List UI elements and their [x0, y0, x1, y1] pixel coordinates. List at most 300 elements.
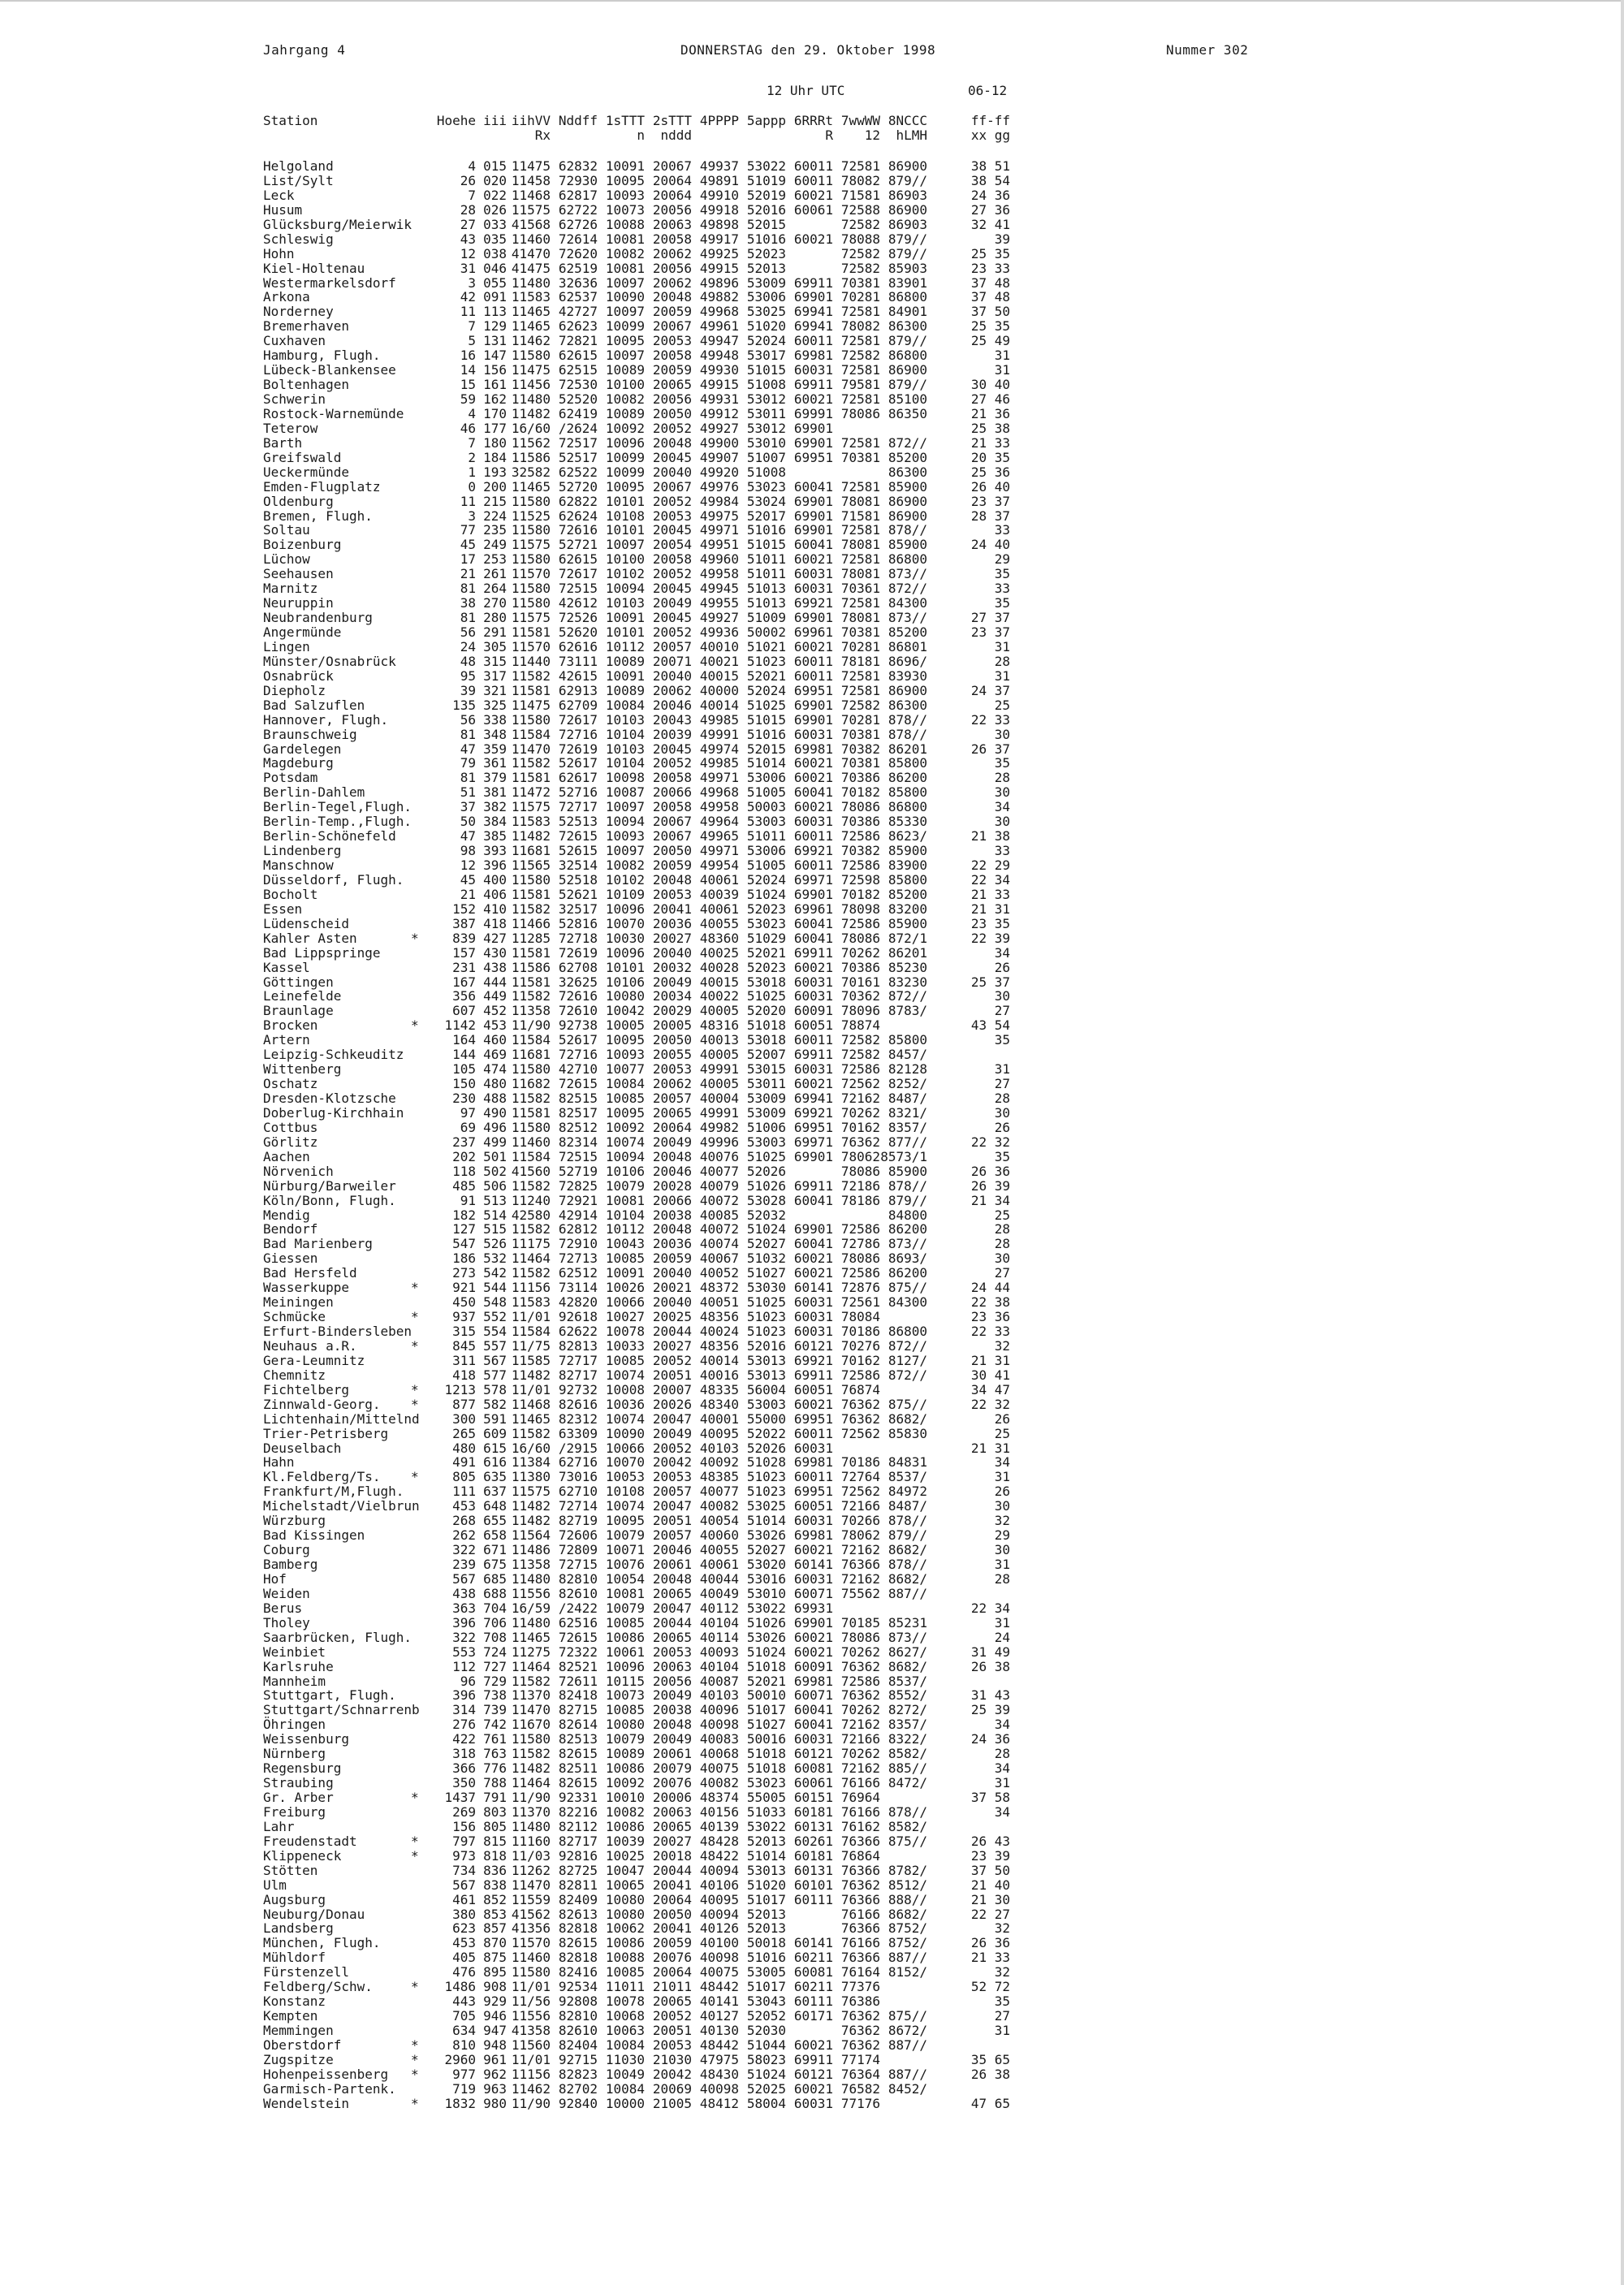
cell-8NCCC: 8452/ — [888, 2080, 927, 2097]
station-name: Lingen — [263, 638, 310, 654]
cell-2sTTT: 20040 — [652, 1265, 692, 1281]
cell-hoehe: 12 — [460, 245, 476, 261]
cell-5appp: 51023 — [746, 1484, 786, 1500]
cell-5appp: 58004 — [746, 2095, 786, 2111]
cell-1sTTT: 10084 — [605, 697, 645, 713]
cell-Nddff: 52620 — [558, 624, 598, 640]
cell-2sTTT: 20041 — [652, 901, 692, 917]
cell-8NCCC: 86300 — [888, 697, 927, 713]
cell-4PPPP: 40098 — [699, 2080, 739, 2097]
station-name: Hohenpeissenberg — [263, 2066, 389, 2082]
cell-5appp: 52016 — [746, 1337, 786, 1354]
cell-hoehe: 268 — [452, 1513, 476, 1529]
cell-7wwWW: 72582 — [840, 245, 880, 261]
cell-hoehe: 877 — [452, 1396, 476, 1412]
cell-7wwWW: 76166 — [840, 1803, 880, 1820]
cell-iii: 818 — [483, 1847, 507, 1864]
cell-iihVV: 11586 — [511, 449, 551, 465]
mountain-station-marker: * — [411, 1847, 419, 1864]
cell-8NCCC: 8682/ — [888, 1410, 927, 1427]
cell-8NCCC: 879// — [888, 231, 927, 247]
cell-4PPPP: 40085 — [699, 1207, 739, 1223]
cell-6RRRt: 60011 — [793, 667, 833, 684]
col-head-6RRRt: 6RRRt — [793, 113, 833, 128]
cell-1sTTT: 10086 — [605, 1818, 645, 1834]
cell-hoehe: 45 — [460, 871, 476, 888]
cell-7wwWW: 77176 — [840, 2095, 880, 2111]
mountain-station-marker: * — [411, 1790, 419, 1805]
cell-ffff: 23 37 — [970, 624, 1010, 640]
cell-iihVV: 11583 — [511, 289, 551, 305]
cell-8NCCC: 872// — [888, 988, 927, 1004]
cell-6RRRt: 60071 — [793, 1585, 833, 1601]
cell-Nddff: 42710 — [558, 1061, 598, 1078]
station-name: Lüchow — [263, 551, 310, 568]
mountain-station-marker: * — [411, 2066, 419, 2082]
cell-iii: 496 — [483, 1119, 507, 1135]
cell-7wwWW: 76366 — [840, 1920, 880, 1937]
cell-6RRRt: 60011 — [793, 172, 833, 188]
cell-7wwWW: 76366 — [840, 1950, 880, 1966]
cell-Nddff: 72619 — [558, 944, 598, 961]
cell-4PPPP: 48374 — [699, 1790, 739, 1805]
cell-2sTTT: 20057 — [652, 1484, 692, 1500]
station-name: Gera-Leumnitz — [263, 1352, 365, 1368]
station-name: Emden-Flugplatz — [263, 478, 381, 495]
cell-2sTTT: 20046 — [652, 1542, 692, 1558]
cell-2sTTT: 20062 — [652, 274, 692, 291]
cell-Nddff: 52513 — [558, 814, 598, 830]
station-name: Cuxhaven — [263, 333, 326, 349]
cell-hoehe: 186 — [452, 1250, 476, 1267]
cell-6RRRt: 60031 — [793, 1324, 833, 1339]
cell-hoehe: 135 — [452, 697, 476, 713]
cell-4PPPP: 40087 — [699, 1673, 739, 1689]
cell-Nddff: 73111 — [558, 653, 598, 669]
cell-iii: 427 — [483, 930, 507, 946]
cell-4PPPP: 40076 — [699, 1148, 739, 1164]
cell-Nddff: 62516 — [558, 1614, 598, 1631]
station-name: Berus — [263, 1600, 303, 1616]
cell-4PPPP: 40079 — [699, 1177, 739, 1194]
cell-6RRRt: 60171 — [793, 2008, 833, 2024]
cell-5appp: 53015 — [746, 1061, 786, 1078]
cell-Nddff: 72717 — [558, 1352, 598, 1368]
cell-ffff: 26 38 — [970, 2066, 1010, 2082]
cell-7wwWW: 72764 — [840, 1469, 880, 1485]
cell-4PPPP: 48442 — [699, 2037, 739, 2053]
cell-1sTTT: 10097 — [605, 274, 645, 291]
cell-8NCCC: 8783/ — [888, 1003, 927, 1019]
cell-ffff: 21 40 — [970, 1877, 1010, 1893]
cell-hoehe: 42 — [460, 289, 476, 305]
cell-hoehe: 56 — [460, 624, 476, 640]
cell-6RRRt: 60031 — [793, 362, 833, 378]
cell-6RRRt: 60021 — [793, 1076, 833, 1092]
cell-2sTTT: 20050 — [652, 843, 692, 859]
cell-2sTTT: 20053 — [652, 2037, 692, 2053]
cell-hoehe: 318 — [452, 1746, 476, 1762]
station-name: Osnabrück — [263, 667, 334, 684]
cell-iii: 761 — [483, 1731, 507, 1747]
cell-4PPPP: 48360 — [699, 930, 739, 946]
cell-2sTTT: 20056 — [652, 201, 692, 218]
cell-iii: 020 — [483, 172, 507, 188]
cell-iii: 253 — [483, 551, 507, 568]
cell-1sTTT: 10078 — [605, 1324, 645, 1339]
cell-8NCCC: 8682/ — [888, 1658, 927, 1674]
cell-5appp: 52017 — [746, 508, 786, 524]
cell-1sTTT: 10091 — [605, 158, 645, 174]
cell-iii: 156 — [483, 362, 507, 378]
col-head-7wwWW: 7wwWW — [840, 113, 880, 128]
station-name: Oberstdorf — [263, 2037, 342, 2053]
cell-iii: 803 — [483, 1803, 507, 1820]
cell-Nddff: 72515 — [558, 581, 598, 597]
station-name: Görlitz — [263, 1134, 318, 1150]
cell-2sTTT: 20071 — [652, 653, 692, 669]
cell-5appp: 50016 — [746, 1731, 786, 1747]
cell-iii: 396 — [483, 857, 507, 873]
cell-7wwWW: 76166 — [840, 1906, 880, 1922]
cell-ffff: 32 — [970, 1513, 1010, 1529]
cell-ffff: 30 — [970, 814, 1010, 830]
cell-iihVV: 11462 — [511, 2080, 551, 2097]
cell-6RRRt: 60131 — [793, 1862, 833, 1878]
cell-8NCCC: 86900 — [888, 158, 927, 174]
cell-hoehe: 356 — [452, 988, 476, 1004]
cell-7wwWW: 76366 — [840, 1557, 880, 1572]
cell-2sTTT: 20056 — [652, 1673, 692, 1689]
cell-6RRRt: 69951 — [793, 682, 833, 698]
cell-hoehe: 7 — [468, 318, 476, 335]
cell-5appp: 52007 — [746, 1047, 786, 1063]
cell-1sTTT: 11030 — [605, 2051, 645, 2067]
cell-iihVV: 11565 — [511, 857, 551, 873]
cell-6RRRt: 60031 — [793, 988, 833, 1004]
col-head-2sTTT: 2sTTT — [652, 113, 692, 128]
cell-iihVV: 32582 — [511, 464, 551, 480]
cell-8NCCC: 8582/ — [888, 1746, 927, 1762]
cell-iihVV: 41560 — [511, 1163, 551, 1179]
cell-6RRRt: 60041 — [793, 1236, 833, 1252]
cell-ffff: 35 — [970, 1148, 1010, 1164]
cell-iii: 180 — [483, 434, 507, 451]
cell-6RRRt: 69981 — [793, 1527, 833, 1544]
cell-2sTTT: 20058 — [652, 348, 692, 364]
cell-2sTTT: 20052 — [652, 566, 692, 582]
cell-1sTTT: 10074 — [605, 1367, 645, 1383]
cell-hoehe: 797 — [452, 1833, 476, 1849]
cell-8NCCC: 8321/ — [888, 1104, 927, 1121]
cell-iihVV: 11580 — [511, 871, 551, 888]
cell-iii: 582 — [483, 1396, 507, 1412]
cell-5appp: 53025 — [746, 304, 786, 320]
cell-8NCCC: 875// — [888, 1396, 927, 1412]
cell-4PPPP: 49968 — [699, 304, 739, 320]
cell-iihVV: 11559 — [511, 1891, 551, 1907]
cell-2sTTT: 20053 — [652, 333, 692, 349]
station-name: Schmücke — [263, 1309, 326, 1325]
cell-7wwWW: 70281 — [840, 638, 880, 654]
cell-Nddff: 72515 — [558, 1148, 598, 1164]
cell-2sTTT: 20027 — [652, 1337, 692, 1354]
cell-5appp: 52030 — [746, 2023, 786, 2038]
cell-8NCCC: 86800 — [888, 1324, 927, 1339]
cell-7wwWW: 75562 — [840, 1585, 880, 1601]
cell-7wwWW: 72562 — [840, 1484, 880, 1500]
cell-2sTTT: 20067 — [652, 158, 692, 174]
cell-iii: 184 — [483, 449, 507, 465]
cell-hoehe: 1213 — [444, 1381, 476, 1397]
cell-Nddff: 42914 — [558, 1207, 598, 1223]
cell-4PPPP: 49971 — [699, 522, 739, 538]
cell-1sTTT: 10079 — [605, 1600, 645, 1616]
cell-hoehe: 450 — [452, 1294, 476, 1311]
station-name: Cottbus — [263, 1119, 318, 1135]
cell-ffff: 31 — [970, 1557, 1010, 1572]
cell-Nddff: 72825 — [558, 1177, 598, 1194]
cell-hoehe: 118 — [452, 1163, 476, 1179]
mountain-station-marker: * — [411, 1337, 419, 1354]
cell-6RRRt: 69911 — [793, 2051, 833, 2067]
cell-7wwWW: 76362 — [840, 1134, 880, 1150]
cell-4PPPP: 40112 — [699, 1600, 739, 1616]
cell-Nddff: 62822 — [558, 493, 598, 509]
station-name: Bremen, Flugh. — [263, 508, 373, 524]
cell-7wwWW: 76366 — [840, 1891, 880, 1907]
cell-Nddff: 72616 — [558, 988, 598, 1004]
cell-7wwWW: 70262 — [840, 1746, 880, 1762]
cell-4PPPP: 49974 — [699, 741, 739, 757]
cell-2sTTT: 20049 — [652, 974, 692, 990]
cell-4PPPP: 49968 — [699, 784, 739, 801]
cell-6RRRt: 60041 — [793, 1192, 833, 1208]
cell-iihVV: 11370 — [511, 1687, 551, 1704]
cell-ffff: 26 — [970, 959, 1010, 975]
col-head-8NCCC: 8NCCC — [888, 113, 927, 128]
cell-6RRRt: 69921 — [793, 595, 833, 611]
cell-Nddff: 92816 — [558, 1847, 598, 1864]
cell-8NCCC: 872// — [888, 1337, 927, 1354]
cell-5appp: 53043 — [746, 1993, 786, 2010]
cell-2sTTT: 20041 — [652, 1877, 692, 1893]
cell-5appp: 51020 — [746, 1877, 786, 1893]
cell-2sTTT: 20065 — [652, 1818, 692, 1834]
cell-iii: 305 — [483, 638, 507, 654]
cell-iii: 635 — [483, 1469, 507, 1485]
cell-4PPPP: 49985 — [699, 755, 739, 771]
cell-6RRRt: 60131 — [793, 1818, 833, 1834]
station-name: Hof — [263, 1570, 287, 1587]
cell-ffff: 25 — [970, 697, 1010, 713]
cell-5appp: 51027 — [746, 1265, 786, 1281]
cell-iihVV: 11582 — [511, 1177, 551, 1194]
cell-5appp: 50002 — [746, 624, 786, 640]
cell-iihVV: 11480 — [511, 1614, 551, 1631]
cell-7wwWW: 70386 — [840, 814, 880, 830]
cell-hoehe: 28 — [460, 201, 476, 218]
col-head-iii: iii — [483, 113, 507, 128]
cell-4PPPP: 48428 — [699, 1833, 739, 1849]
cell-5appp: 52020 — [746, 1003, 786, 1019]
cell-7wwWW: 78081 — [840, 610, 880, 626]
cell-5appp: 58023 — [746, 2051, 786, 2067]
cell-8NCCC: 8487/ — [888, 1498, 927, 1514]
cell-hoehe: 69 — [460, 1119, 476, 1135]
cell-ffff: 28 — [970, 1091, 1010, 1106]
cell-1sTTT: 10085 — [605, 1352, 645, 1368]
cell-1sTTT: 10091 — [605, 667, 645, 684]
station-name: Bremerhaven — [263, 318, 349, 335]
cell-5appp: 51028 — [746, 1454, 786, 1471]
cell-iihVV: 11525 — [511, 508, 551, 524]
cell-2sTTT: 20059 — [652, 1250, 692, 1267]
cell-4PPPP: 40024 — [699, 1324, 739, 1339]
cell-1sTTT: 10088 — [605, 1950, 645, 1966]
cell-4PPPP: 40055 — [699, 915, 739, 931]
cell-hoehe: 1486 — [444, 1979, 476, 1995]
station-name: Diepholz — [263, 682, 326, 698]
cell-Nddff: 92732 — [558, 1381, 598, 1397]
cell-1sTTT: 10079 — [605, 1731, 645, 1747]
station-name: Mendig — [263, 1207, 310, 1223]
cell-Nddff: 72619 — [558, 741, 598, 757]
station-name: Potsdam — [263, 770, 318, 786]
cell-Nddff: 62522 — [558, 464, 598, 480]
cell-hoehe: 567 — [452, 1877, 476, 1893]
cell-8NCCC: 83900 — [888, 857, 927, 873]
cell-2sTTT: 20047 — [652, 1498, 692, 1514]
cell-4PPPP: 40001 — [699, 1410, 739, 1427]
cell-4PPPP: 40098 — [699, 1950, 739, 1966]
cell-1sTTT: 10103 — [605, 741, 645, 757]
cell-iii: 857 — [483, 1920, 507, 1937]
station-name: Nürburg/Barweiler — [263, 1177, 396, 1194]
cell-6RRRt: 69901 — [793, 289, 833, 305]
cell-5appp: 50003 — [746, 799, 786, 815]
cell-hoehe: 12 — [460, 857, 476, 873]
cell-5appp: 52019 — [746, 187, 786, 203]
cell-1sTTT: 10099 — [605, 449, 645, 465]
cell-iihVV: 11468 — [511, 1396, 551, 1412]
cell-5appp: 53030 — [746, 1280, 786, 1296]
cell-Nddff: 62615 — [558, 551, 598, 568]
cell-4PPPP: 47975 — [699, 2051, 739, 2067]
cell-7wwWW: 78086 — [840, 1629, 880, 1645]
cell-Nddff: 32625 — [558, 974, 598, 990]
cell-8NCCC: 85800 — [888, 1032, 927, 1048]
cell-iihVV: 11570 — [511, 638, 551, 654]
cell-iihVV: 11/01 — [511, 2051, 551, 2067]
cell-iii: 947 — [483, 2023, 507, 2038]
cell-2sTTT: 20049 — [652, 1687, 692, 1704]
cell-hoehe: 845 — [452, 1337, 476, 1354]
cell-iihVV: 11456 — [511, 377, 551, 393]
cell-7wwWW: 72582 — [840, 260, 880, 276]
cell-Nddff: 62812 — [558, 1221, 598, 1238]
cell-iii: 788 — [483, 1775, 507, 1791]
cell-5appp: 51009 — [746, 610, 786, 626]
cell-2sTTT: 20049 — [652, 595, 692, 611]
cell-Nddff: 92331 — [558, 1790, 598, 1805]
cell-4PPPP: 40074 — [699, 1236, 739, 1252]
cell-hoehe: 387 — [452, 915, 476, 931]
cell-4PPPP: 49900 — [699, 434, 739, 451]
station-name: Göttingen — [263, 974, 334, 990]
cell-6RRRt: 69971 — [793, 1134, 833, 1150]
station-name: Nürnberg — [263, 1746, 326, 1762]
cell-Nddff: 72715 — [558, 1557, 598, 1572]
cell-Nddff: 52615 — [558, 843, 598, 859]
cell-1sTTT: 10000 — [605, 2095, 645, 2111]
cell-4PPPP: 40049 — [699, 1585, 739, 1601]
cell-hoehe: 97 — [460, 1104, 476, 1121]
cell-5appp: 50018 — [746, 1935, 786, 1951]
cell-Nddff: 82717 — [558, 1367, 598, 1383]
station-name: Dresden-Klotzsche — [263, 1091, 396, 1106]
cell-6RRRt: 60181 — [793, 1847, 833, 1864]
cell-7wwWW: 72582 — [840, 697, 880, 713]
station-name: Greifswald — [263, 449, 342, 465]
cell-iii: 393 — [483, 843, 507, 859]
cell-8NCCC: 878// — [888, 1513, 927, 1529]
cell-5appp: 51014 — [746, 755, 786, 771]
cell-4PPPP: 49936 — [699, 624, 739, 640]
cell-6RRRt: 60031 — [793, 1513, 833, 1529]
cell-2sTTT: 20018 — [652, 1847, 692, 1864]
cell-iihVV: 11575 — [511, 799, 551, 815]
station-name: Mühldorf — [263, 1950, 326, 1966]
cell-iii: 235 — [483, 522, 507, 538]
cell-iihVV: 11475 — [511, 697, 551, 713]
cell-1sTTT: 10077 — [605, 1061, 645, 1078]
cell-1sTTT: 10098 — [605, 770, 645, 786]
cell-2sTTT: 20052 — [652, 624, 692, 640]
col-head-5appp: 5appp — [746, 113, 786, 128]
cell-6RRRt: 60021 — [793, 1396, 833, 1412]
cell-hoehe: 937 — [452, 1309, 476, 1325]
cell-8NCCC: 885// — [888, 1760, 927, 1777]
cell-iihVV: 11575 — [511, 201, 551, 218]
cell-5appp: 53022 — [746, 158, 786, 174]
cell-hoehe: 607 — [452, 1003, 476, 1019]
mountain-station-marker: * — [411, 2037, 419, 2053]
cell-5appp: 51007 — [746, 449, 786, 465]
cell-hoehe: 480 — [452, 1440, 476, 1456]
cell-Nddff: 82511 — [558, 1760, 598, 1777]
cell-5appp: 51018 — [746, 1658, 786, 1674]
station-name: Bad Salzuflen — [263, 697, 365, 713]
cell-7wwWW: 70382 — [840, 741, 880, 757]
cell-iihVV: 41470 — [511, 245, 551, 261]
cell-iihVV: 11582 — [511, 988, 551, 1004]
cell-hoehe: 237 — [452, 1134, 476, 1150]
cell-ffff: 22 32 — [970, 1134, 1010, 1150]
cell-hoehe: 111 — [452, 1484, 476, 1500]
cell-2sTTT: 21030 — [652, 2051, 692, 2067]
cell-ffff: 29 — [970, 1527, 1010, 1544]
col-head-4PPPP: 4PPPP — [699, 113, 739, 128]
cell-Nddff: 72606 — [558, 1527, 598, 1544]
cell-iihVV: 11384 — [511, 1454, 551, 1471]
cell-7wwWW: 70381 — [840, 726, 880, 742]
cell-Nddff: 63309 — [558, 1425, 598, 1441]
cell-iihVV: 11/90 — [511, 2095, 551, 2111]
cell-Nddff: 92808 — [558, 1993, 598, 2010]
cell-ffff: 25 39 — [970, 1702, 1010, 1718]
cell-7wwWW: 72586 — [840, 857, 880, 873]
